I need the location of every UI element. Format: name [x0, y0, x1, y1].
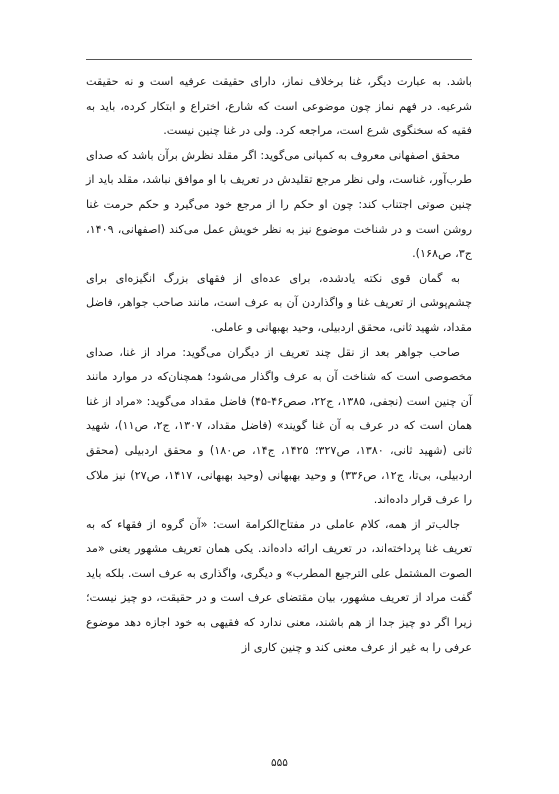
body-text [82, 70, 473, 660]
header-divider [86, 59, 472, 60]
paragraph: به گمان قوی نکته یادشده، برای عده‌ای از فقهای بزرگ انگیزه‌ای برای چشم‌پوشی از تعریف غنا و واگذاردن آن به عرف است، مانند صاحب جواهر، فاضل مقداد، شهید ثانی، محقق اردبیلی، وحید بهبهانی و عاملی. [82, 271, 472, 334]
paragraph: جالب‌تر از همه، کلام عاملی در مفتاح‌الکرامة است: «آن گروه از فقهاء که به تعریف غنا پرداخته‌اند، در تعریف ارائه داده‌اند. یکی همان تعریف مشهور یعنی «مد الصوت المشتمل علی الترجیع المطرب» و دیگری، واگذاری به عرف است. بلکه باید گفت مراد از تعریف مشهور، بیان مقتضای عرف است و در حقیقت، دو چیز نیست؛ زیرا اگر دو چیز جدا از هم باشند، معنی ندارد که فقیهی به خود اجازه دهد موضوع عرفی را به غیر از عرف معنی کند و چنین کاری از [82, 517, 473, 654]
page-number: ۵۵۵ [271, 757, 288, 769]
paragraph: باشد. به عبارت دیگر، غنا برخلاف نماز، دارای حقیقت عرفیه است و نه حقیقت شرعیه. در فهم نماز چون موضوعی است که شارع، اختراع و ابتکار کرده، باید به فقیه که سخنگوی شرع است، مراجعه کرد. ولی در غنا چنین نیست. [82, 75, 472, 138]
paragraph: صاحب جواهر بعد از نقل چند تعریف از دیگران می‌گوید: مراد از غنا، صدای مخصوصی است که شناخت آن به عرف واگذار می‌شود؛ همچنان‌که در موارد مانند آن چنین است (نجفی، ۱۳۸۵، ج۲۲، صص۴۶-۴۵) فاضل مقداد می‌گوید: «مراد از غنا همان است که در عرف به آن غنا گویند» (فاضل مقداد، ۱۳۰۷، ج۲، ص۱۱)، شهید ثانی (شهید ثانی، ۱۳۸۰، ص۳۲۷؛ ۱۴۲۵، ج۱۴، ص۱۸۰) و محقق اردبیلی (محقق اردبیلی، بی‌تا، ج۱۲، ص۳۳۶) و وحید بهبهانی (وحید بهبهانی، ۱۴۱۷، ص۲۷) نیز ملاک را عرف قرار داده‌اند. [82, 345, 473, 507]
paragraph: محقق اصفهانی معروف به کمپانی می‌گوید: اگر مقلد نظرش برآن باشد که صدای طرب‌آور، غناست، ولی نظر مرجع تقلیدش در تعریف با او موافق نباشد، مقلد باید از چنین صوتی اجتناب کند: چون او حکم را از مرجع خود می‌گیرد و حکم حرمت غنا روشن است و در شناخت موضوع نیز به نظر خویش عمل می‌کند (اصفهانی، ۱۴۰۹، ج۳، ص۱۶۸). [82, 148, 472, 261]
